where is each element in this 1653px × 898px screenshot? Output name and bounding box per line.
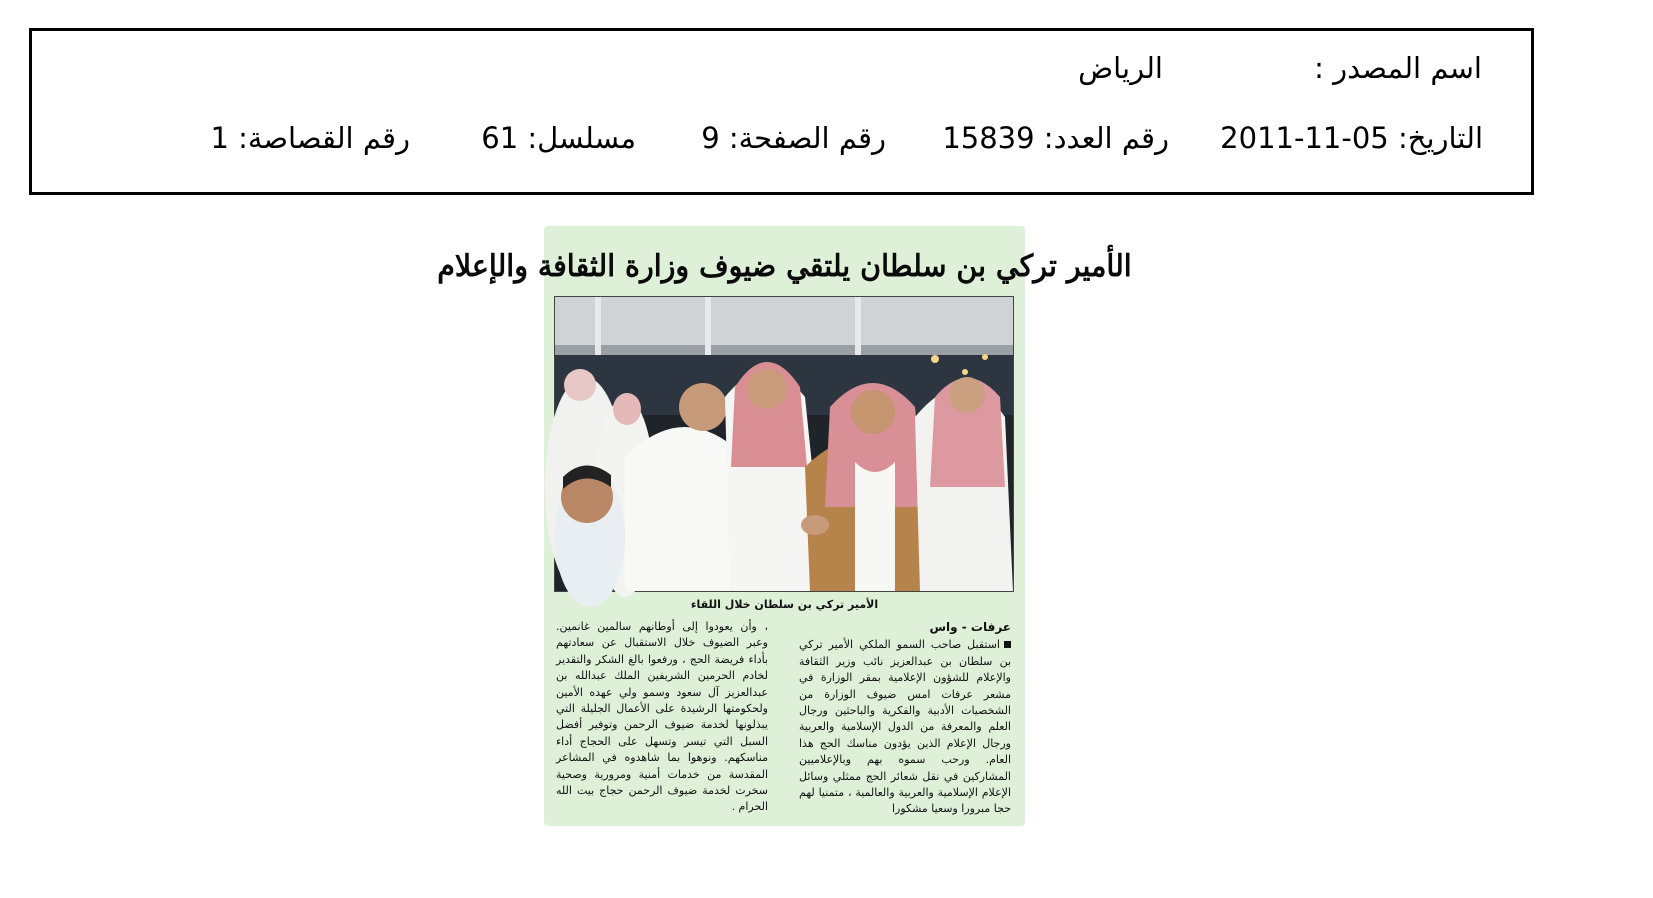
- newspaper-clipping: [437, 226, 1132, 826]
- photo-caption: الأمير تركي بن سلطان خلال اللقاء: [690, 598, 879, 611]
- article-body-right: استقبل صاحب السمو الملكي الأمير تركي بن سلطان بن عبدالعزيز نائب وزير الثقافة والإعلام للشؤون الإعلامية بمقر الوزارة في مشعر عرفات امس ضيوف الوزارة من الشخصيات الأدبية والفكرية والباحثين ورجال العلم والمعرفة من الدول الإسلامية والعربية ورجال الإعلام الذين يؤدون مناسك الحج هذا العام. ورحب سموه بهم وبالإعلاميين المشاركين في نقل شعائر الحج ممثلي وسائل الإعلام الإسلامية والعربية والعالمية ، متمنيا لهم حجا مبرورا وسعيا مشكورا: [799, 638, 1011, 816]
- article-photo: [554, 296, 1014, 592]
- clip-number-field: رقم القصاصة: 1: [210, 121, 410, 155]
- article-column-left: [556, 619, 768, 816]
- bullet-icon: [1004, 641, 1011, 648]
- article-dateline: عرفات - واس: [929, 620, 1011, 634]
- metadata-box: [29, 28, 1534, 195]
- date-field: التاريخ: 05-11-2011: [1220, 121, 1483, 155]
- source-value: الرياض: [1078, 51, 1163, 85]
- page-number-field: رقم الصفحة: 9: [701, 121, 886, 155]
- article-column-right: [799, 619, 1011, 818]
- article-body-left: ، وأن يعودوا إلى أوطانهم سالمين غانمين. وعبر الضيوف خلال الاستقبال عن سعادتهم بأداء فريضة الحج ، ورفعوا بالغ الشكر والتقدير لخادم الحرمين الشريفين الملك عبدالله بن عبدالعزيز آل سعود وسمو ولي عهده الأمين ولحكومتها الرشيدة على الأعمال الجليلة التي يبذلونها لخدمة ضيوف الرحمن وتوفير أفضل السبل التي تيسر وتسهل على الحجاج أداء مناسكهم. ونوهوا بما شاهدوه في المشاعر المقدسة من خدمات أمنية ومرورية وصحية سخرت لخدمة ضيوف الرحمن حجاج بيت الله الحرام .: [556, 620, 768, 814]
- source-label: اسم المصدر :: [1314, 51, 1482, 85]
- issue-number-field: رقم العدد: 15839: [942, 121, 1169, 155]
- article-headline: الأمير تركي بن سلطان يلتقي ضيوف وزارة الثقافة والإعلام: [437, 248, 1132, 284]
- serial-field: مسلسل: 61: [481, 121, 636, 155]
